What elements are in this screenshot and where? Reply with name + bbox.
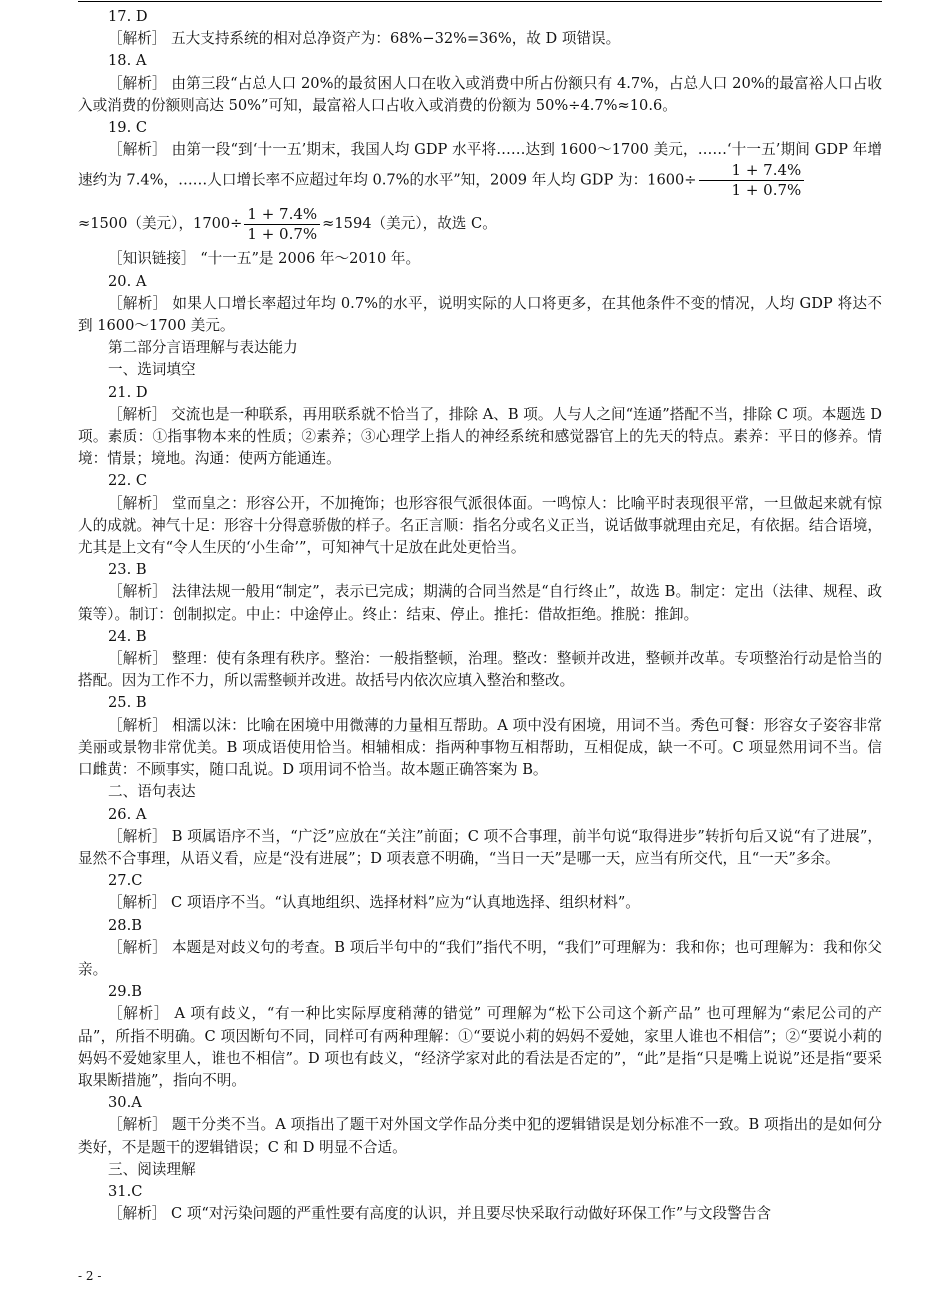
- answer-number: 30.A: [108, 1094, 142, 1112]
- answer-explanation: [78, 1114, 882, 1158]
- knowledge-link-label: ［知识链接］: [108, 250, 196, 268]
- header-rule: [78, 1, 882, 2]
- explanation-text: 由第三段“占总人口 20%的最贫困人口在收入或消费中所占份额只有 4.7%，占总人口 20%的最富裕人口占收入或消费的份额则高达 50%”可知，最富裕人口占收入或消费的份额为 50%÷4.7%≈10.6。: [78, 74, 882, 114]
- explanation-label: ［解析］: [108, 74, 167, 92]
- answer-explanation: [78, 581, 882, 625]
- explanation-text: ≈1594（美元），故选 C。: [322, 215, 497, 233]
- explanation-text: B 项属语序不当，“广泛”应放在“关注”前面；C 项不合事理，前半句说“取得进步”转折句后又说“有了进展”，显然不合事理，从语义看，应是“没有进展”；D 项表意不明确，“当日一天”是哪一天，应当有所交代，且“一天”多余。: [78, 827, 883, 867]
- explanation-label: ［解析］: [108, 1116, 168, 1134]
- explanation-text: 法律法规一般用“制定”，表示已完成；期满的合同当然是“自行终止”，故选 B。制定：定出（法律、规程、政策等）。制订：创制拟定。中止：中途停止。终止：结束、停止。推托：借故拒绝。推脱：推卸。: [78, 583, 882, 623]
- explanation-label: ［解析］: [108, 894, 167, 912]
- answer-explanation: [78, 1003, 882, 1092]
- answer-number: 22. C: [108, 472, 148, 490]
- fraction-numerator: 1 + 7.4%: [699, 161, 805, 181]
- knowledge-link-text: “十一五”是 2006 年～2010 年。: [200, 250, 421, 268]
- answer-number: 20. A: [108, 272, 147, 290]
- explanation-text: 五大支持系统的相对总净资产为：68%−32%=36%，故 D 项错误。: [171, 30, 621, 48]
- page-number: - 2 -: [78, 1269, 102, 1283]
- answer-explanation-continued: [78, 200, 882, 248]
- explanation-text: 如果人口增长率超过年均 0.7%的水平，说明实际的人口将更多，在其他条件不变的情况，人均 GDP 将达不到 1600～1700 美元。: [78, 294, 882, 335]
- answer-number: 31.C: [108, 1182, 143, 1200]
- answer-number: 19. C: [108, 119, 148, 137]
- section-title: 二、语句表达: [108, 783, 196, 801]
- fraction: [699, 161, 805, 200]
- explanation-label: ［解析］: [108, 294, 168, 312]
- explanation-label: ［解析］: [108, 583, 168, 601]
- explanation-label: ［解析］: [108, 405, 167, 423]
- explanation-label: ［解析］: [108, 141, 167, 159]
- answer-number: 25. B: [108, 694, 147, 712]
- explanation-label: ［解析］: [108, 494, 168, 512]
- explanation-label: ［解析］: [108, 1005, 170, 1023]
- explanation-text: 本题是对歧义句的考查。B 项后半句中的“我们”指代不明，“我们”可理解为：我和你；也可理解为：我和你父亲。: [78, 938, 882, 978]
- answer-explanation: [78, 404, 882, 471]
- part-title: 第二部分言语理解与表达能力: [108, 339, 298, 357]
- explanation-label: ［解析］: [108, 1205, 167, 1223]
- explanation-label: ［解析］: [108, 716, 168, 734]
- answer-number: 18. A: [108, 52, 147, 70]
- answer-explanation: [78, 937, 882, 981]
- answer-explanation: [78, 139, 882, 200]
- explanation-text: 相濡以沫：比喻在困境中用微薄的力量相互帮助。A 项中没有困境，用词不当。秀色可餐：形容女子姿容非常美丽或景物非常优美。B 项成语使用恰当。相辅相成：指两种事物互相帮助，互相促成，缺一不可。C 项显然用词不当。信口雌黄：不顾事实，随口乱说。D 项用词不恰当。故本题正确答案为 B。: [78, 716, 882, 779]
- answer-number: 27.C: [108, 872, 143, 890]
- answer-explanation: [78, 293, 882, 337]
- answer-number: 23. B: [108, 561, 147, 579]
- answer-number: 21. D: [108, 383, 148, 401]
- answer-explanation: [78, 493, 882, 560]
- explanation-text: ≈1500（美元），1700÷: [78, 215, 243, 233]
- fraction-numerator: 1 + 7.4%: [244, 205, 320, 225]
- answer-number: 28.B: [108, 916, 142, 934]
- answer-number: 17. D: [108, 8, 148, 25]
- fraction-denominator: 1 + 0.7%: [247, 224, 318, 243]
- explanation-text: 整理：使有条理有秩序。整治：一般指整顿，治理。整改：整顿并改进，整顿并改革。专项整治行动是恰当的搭配。因为工作不力，所以需整顿并改进。故括号内依次应填入整治和整改。: [78, 650, 882, 690]
- answer-content: [78, 6, 882, 1225]
- explanation-text: 由第一段“到‘十一五’期末，我国人均 GDP 水平将……达到 1600～1700 美元，……‘十一五’期间 GDP 年增速约为 7.4%，……人口增长率不应超过年均 0.7%的水平”知，2009 年人均 GDP 为：1600÷: [78, 141, 882, 189]
- answer-explanation: [78, 28, 882, 50]
- answer-number: 24. B: [108, 627, 147, 645]
- explanation-text: C 项语序不当。“认真地组织、选择材料”应为“认真地选择、组织材料”。: [171, 894, 640, 912]
- section-title: 三、阅读理解: [108, 1160, 196, 1178]
- explanation-label: ［解析］: [108, 30, 167, 48]
- explanation-text: 交流也是一种联系，再用联系就不恰当了，排除 A、B 项。人与人之间“连通”搭配不当，排除 C 项。本题选 D 项。素质：①指事物本来的性质；②素养；③心理学上指人的神经系统和感觉器官上的先天的特点。素养：平日的修养。情境：情景；境地。沟通：使两方能通连。: [78, 405, 882, 468]
- answer-number: 29.B: [108, 983, 142, 1001]
- fraction-denominator: 1 + 0.7%: [731, 181, 802, 200]
- explanation-label: ［解析］: [108, 827, 167, 845]
- answer-explanation: [78, 1203, 882, 1225]
- explanation-text: C 项“对污染问题的严重性要有高度的认识，并且要尽快采取行动做好环保工作”与文段警告含: [171, 1205, 771, 1223]
- knowledge-link: [78, 248, 882, 270]
- answer-explanation: [78, 73, 882, 117]
- section-title: 一、选词填空: [108, 361, 196, 379]
- answer-explanation: [78, 648, 882, 692]
- answer-explanation: [78, 715, 882, 782]
- answer-explanation: [78, 826, 882, 870]
- explanation-text: A 项有歧义，“有一种比实际厚度稍薄的错觉” 可理解为“松下公司这个新产品” 也可理解为“索尼公司的产品”，所指不明确。C 项因断句不同，同样可有两种理解：①“要说小莉的妈妈不爱她，家里人谁也不相信”；②“要说小莉的妈妈不爱她家里人，谁也不相信”。D 项也有歧义，“经济学家对此的看法是否定的”，“此”是指“只是嘴上说说”还是指“要采取果断措施”，指向不明。: [78, 1005, 882, 1089]
- explanation-text: 题干分类不当。A 项指出了题干对外国文学作品分类中犯的逻辑错误是划分标准不一致。B 项指出的是如何分类好，不是题干的逻辑错误；C 和 D 明显不合适。: [78, 1116, 882, 1156]
- answer-explanation: [78, 892, 882, 914]
- explanation-label: ［解析］: [108, 938, 168, 956]
- explanation-text: 堂而皇之：形容公开，不加掩饰；也形容很气派很体面。一鸣惊人：比喻平时表现很平常，一旦做起来就有惊人的成就。神气十足：形容十分得意骄傲的样子。名正言顺：指名分或名义正当，说话做事就理由充足，有依据。结合语境，尤其是上文有“令人生厌的‘小生命’”，可知神气十足放在此处更恰当。: [78, 494, 882, 557]
- explanation-label: ［解析］: [108, 650, 168, 668]
- fraction: [244, 205, 320, 244]
- answer-number: 26. A: [108, 805, 147, 823]
